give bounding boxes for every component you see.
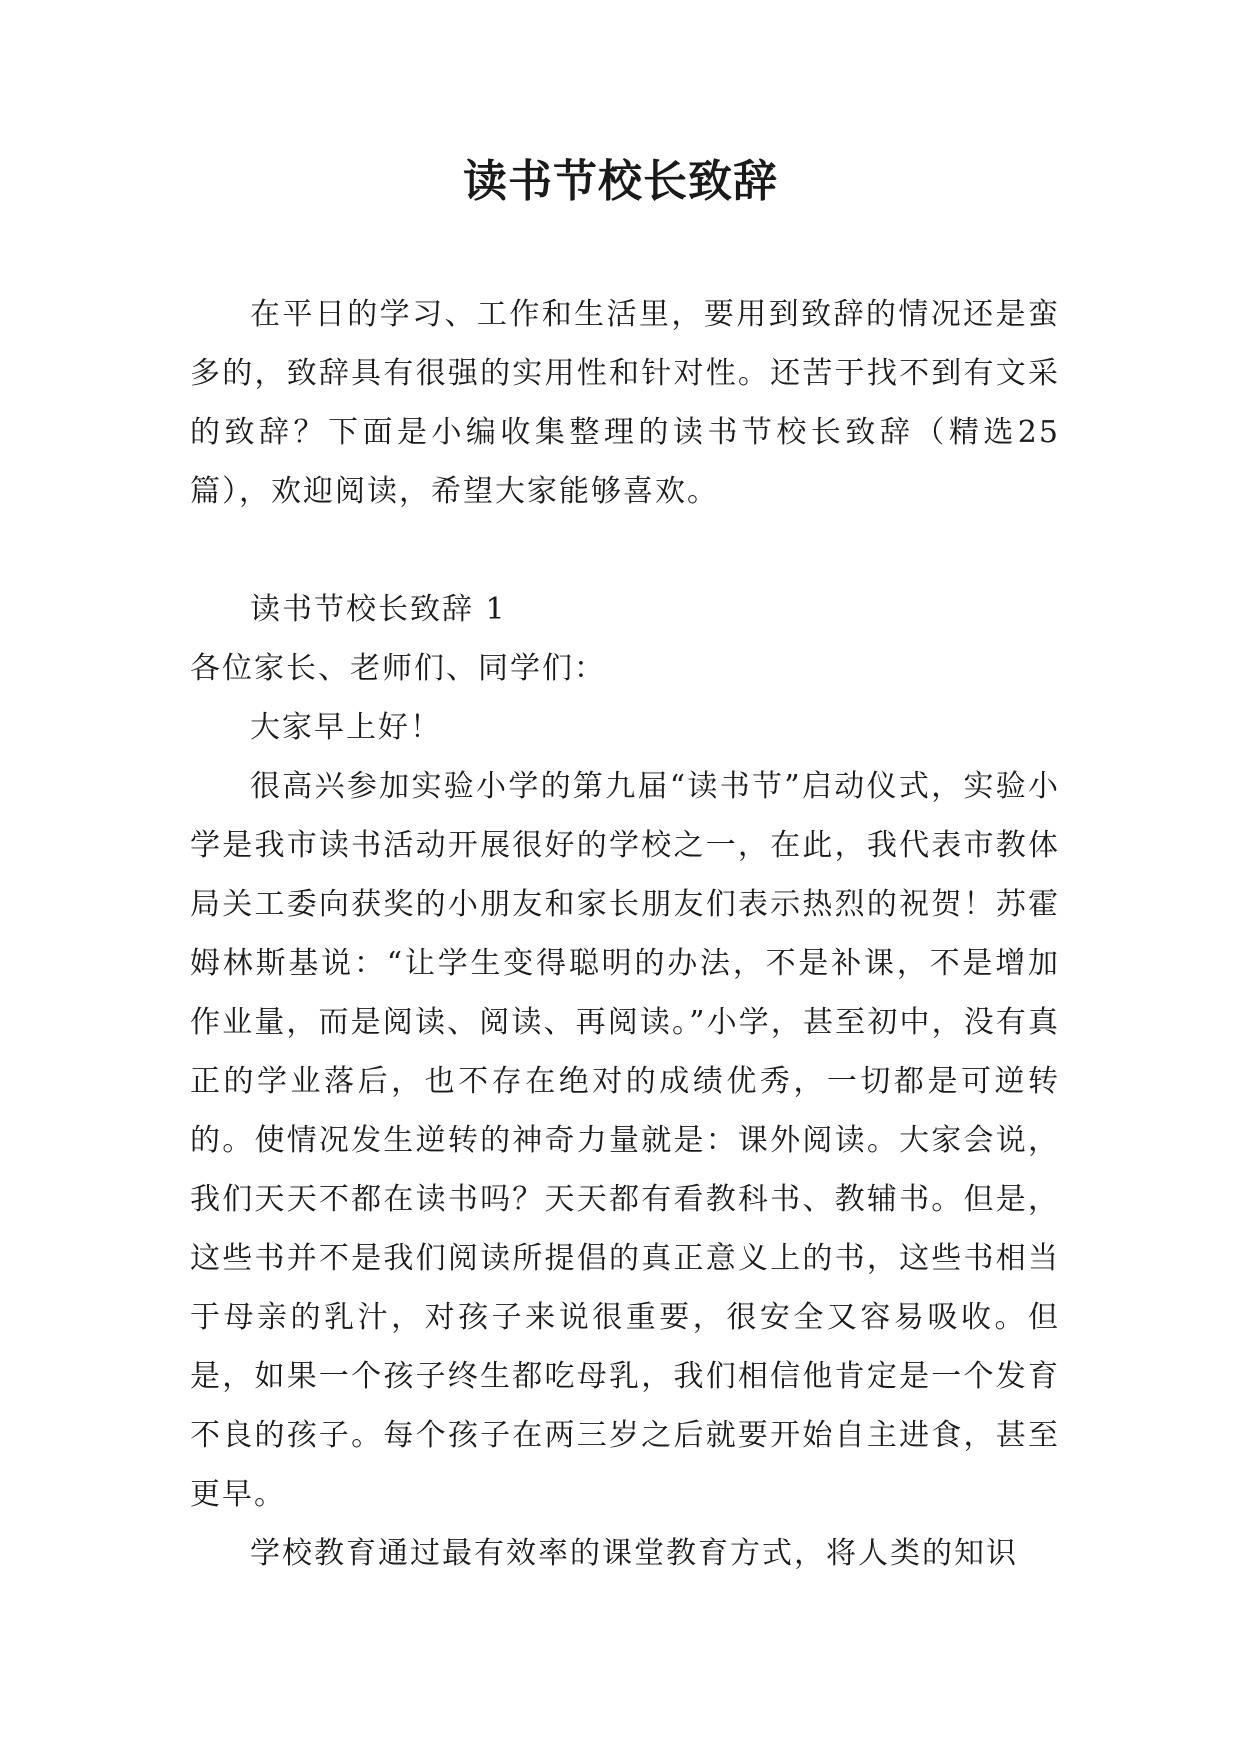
document-body bbox=[190, 285, 1060, 1583]
body-paragraph: 很高兴参加实验小学的第九届“读书节”启动仪式，实验小学是我市读书活动开展很好的学校之一，在此，我代表市教体局关工委向获奖的小朋友和家长朋友们表示热烈的祝贺！苏霍姆林斯基说：“让学生变得聪明的办法，不是补课，不是增加作业量，而是阅读、阅读、再阅读。”小学，甚至初中，没有真正的学业落后，也不存在绝对的成绩优秀，一切都是可逆转的。使情况发生逆转的神奇力量就是：课外阅读。大家会说，我们天天不都在读书吗？天天都有看教科书、教辅书。但是，这些书并不是我们阅读所提倡的真正意义上的书，这些书相当于母亲的乳汁，对孩子来说很重要，很安全又容易吸收。但是，如果一个孩子终生都吃母乳，我们相信他肯定是一个发育不良的孩子。每个孩子在两三岁之后就要开始自主进食，甚至更早。 bbox=[190, 769, 1060, 1512]
salutation: 各位家长、老师们、同学们： bbox=[190, 651, 606, 686]
greeting: 大家早上好！ bbox=[250, 710, 442, 745]
paragraph-gap bbox=[190, 521, 1060, 580]
section-heading: 读书节校长致辞 1 bbox=[250, 592, 507, 627]
body-paragraph: 学校教育通过最有效率的课堂教育方式，将人类的知识 bbox=[250, 1536, 1018, 1571]
document-title: 读书节校长致辞 bbox=[463, 156, 778, 207]
intro-paragraph: 在平日的学习、工作和生活里，要用到致辞的情况还是蛮多的，致辞具有很强的实用性和针对性。还苦于找不到有文采的致辞？下面是小编收集整理的读书节校长致辞（精选25篇），欢迎阅读，希望大家能够喜欢。 bbox=[190, 297, 1060, 509]
